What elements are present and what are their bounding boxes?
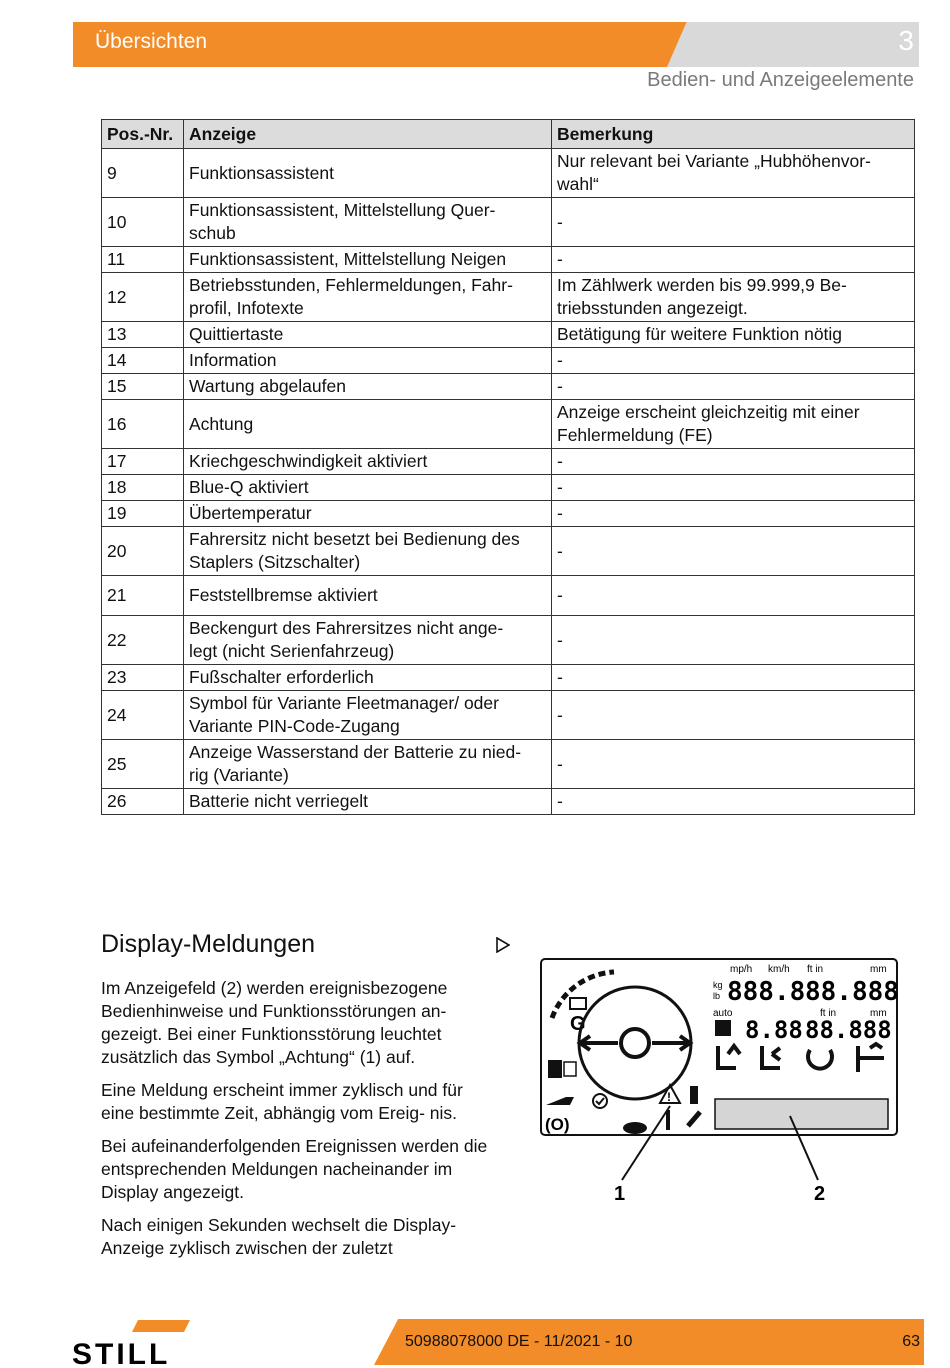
header-subtitle: Bedien- und Anzeigeelemente [647,69,914,91]
cell-bemerkung: - [552,374,915,400]
cell-bemerkung: - [552,576,915,616]
cell-pos: 21 [102,576,184,616]
col-header-pos: Pos.-Nr. [102,120,184,149]
fork-adjust-icon [858,1044,884,1072]
readout-mid-a: 8.88 [745,1016,803,1044]
cell-anzeige: Funktionsassistent, Mittelstellung Quer- schub [184,198,552,247]
cell-pos: 25 [102,740,184,789]
cell-pos: 26 [102,789,184,815]
unit-ftin: ft in [807,964,824,975]
readout-top-a: 888.8 [727,977,806,1007]
cell-pos: 9 [102,149,184,198]
table-row [102,527,915,576]
display-diagram [540,958,900,1208]
table-row [102,576,915,616]
cell-anzeige: Kriechgeschwindigkeit aktiviert [184,449,552,475]
cell-pos: 15 [102,374,184,400]
cell-bemerkung: - [552,501,915,527]
unit-mid-ftin: ft in [820,1008,837,1019]
unit-mph: mp/h [730,964,753,975]
cell-anzeige: Funktionsassistent, Mittelstellung Neigen [184,247,552,273]
section-body [101,977,493,1270]
table-row [102,273,915,322]
table-row [102,400,915,449]
header-chapter-bar [667,22,919,67]
wrench-icon [688,1112,700,1126]
table-row [102,691,915,740]
cell-anzeige: Anzeige Wasserstand der Batterie zu nied- rig (Variante) [184,740,552,789]
seat-icon [548,1060,562,1078]
cell-pos: 19 [102,501,184,527]
paragraph: Bei aufeinanderfolgenden Ereignissen werden die entsprechenden Meldungen nacheinander im Display angezeigt. [101,1136,488,1202]
cell-pos: 23 [102,665,184,691]
cell-pos: 22 [102,616,184,665]
label-auto: auto [713,1008,733,1019]
table-row [102,449,915,475]
paragraph: Im Anzeigefeld (2) werden ereignisbezogene Bedienhinweise und Funktionsstörungen an- gezeigt. Bei einer Funktionsstörung leuchtet zusätzlich das Symbol „Achtung“ (1) auf. [101,978,448,1067]
cell-bemerkung: - [552,527,915,576]
still-logo [72,1320,232,1366]
cell-bemerkung: - [552,247,915,273]
info-icon [690,1086,698,1104]
table-row [102,616,915,665]
cell-anzeige: Übertemperatur [184,501,552,527]
arrow-left-icon [580,1036,618,1050]
play-arrow-icon [496,937,510,953]
cell-pos: 20 [102,527,184,576]
header-title: Übersichten [95,30,208,53]
cell-bemerkung: - [552,348,915,374]
paragraph: Eine Meldung erscheint immer zyklisch und für eine bestimmte Zeit, abhängig vom Ereig- nis. [101,1080,463,1123]
readout-top-b: 88.888 [805,977,899,1007]
symbol-table [101,119,915,815]
battery-icon [570,998,586,1009]
table-row [102,149,915,198]
lift-icon [718,1046,740,1068]
cell-pos: 24 [102,691,184,740]
cell-anzeige: Achtung [184,400,552,449]
cell-bemerkung: - [552,665,915,691]
cell-bemerkung: - [552,789,915,815]
cell-bemerkung: - [552,449,915,475]
cell-anzeige: Blue-Q aktiviert [184,475,552,501]
cell-anzeige: Information [184,348,552,374]
hours-icon [715,1020,731,1036]
cell-anzeige: Beckengurt des Fahrersitzes nicht ange- legt (nicht Serienfahrzeug) [184,616,552,665]
turtle-icon [546,1097,574,1105]
table-row [102,322,915,348]
cell-anzeige: Fahrersitz nicht besetzt bei Bedienung des Staplers (Sitzschalter) [184,527,552,576]
cell-bemerkung: Im Zählwerk werden bis 99.999,9 Be- triebsstunden angezeigt. [552,273,915,322]
cell-pos: 13 [102,322,184,348]
cell-bemerkung: Betätigung für weitere Funktion nötig [552,322,915,348]
table-row [102,501,915,527]
cell-bemerkung: - [552,475,915,501]
cell-pos: 18 [102,475,184,501]
cell-bemerkung: Anzeige erscheint gleichzeitig mit einer Fehlermeldung (FE) [552,400,915,449]
callout-line-1 [622,1106,670,1180]
chapter-number: 3 [898,25,914,56]
cell-pos: 17 [102,449,184,475]
direction-center-icon [621,1029,649,1057]
table-row [102,247,915,273]
svg-text:STILL: STILL [72,1338,171,1366]
gear-indicator: G [570,1013,586,1035]
unit-kmh: km/h [768,964,790,975]
cell-anzeige: Fußschalter erforderlich [184,665,552,691]
callout-1: 1 [614,1183,626,1205]
check-icon [593,1094,607,1108]
sideshift-icon [762,1046,780,1068]
cell-bemerkung: - [552,616,915,665]
cell-bemerkung: - [552,691,915,740]
table-row [102,475,915,501]
table-row [102,789,915,815]
cell-bemerkung: Nur relevant bei Variante „Hubhöhenvor- wahl“ [552,149,915,198]
brake-icon: (O) [545,1115,570,1134]
table-row [102,665,915,691]
table-row [102,740,915,789]
unit-mid-mm: mm [870,1008,887,1019]
page-number: 63 [902,1333,920,1350]
readout-mid-b: 88.888 [805,1016,892,1044]
cell-pos: 12 [102,273,184,322]
message-field [715,1099,888,1129]
cell-anzeige: Funktionsassistent [184,149,552,198]
cell-pos: 14 [102,348,184,374]
unit-lb: lb [713,991,721,1001]
cell-pos: 10 [102,198,184,247]
tilt-icon [808,1050,832,1069]
cell-bemerkung: - [552,740,915,789]
col-header-anzeige: Anzeige [184,120,552,149]
cell-anzeige: Feststellbremse aktiviert [184,576,552,616]
cell-anzeige: Wartung abgelaufen [184,374,552,400]
table-row [102,198,915,247]
cell-pos: 11 [102,247,184,273]
arrow-right-icon [652,1036,690,1050]
unit-kg: kg [713,980,723,990]
col-header-bemerkung: Bemerkung [552,120,915,149]
svg-text:!: ! [667,1090,671,1104]
cell-anzeige: Batterie nicht verriegelt [184,789,552,815]
table-header-row [102,120,915,149]
cell-bemerkung: - [552,198,915,247]
table-row [102,348,915,374]
table-row [102,374,915,400]
paragraph: Nach einigen Sekunden wechselt die Display- Anzeige zyklisch zwischen der zuletzt [101,1215,457,1258]
cell-pos: 16 [102,400,184,449]
hand-icon [564,1062,576,1076]
section-title: Display-Meldungen [101,930,316,958]
blueq-icon [623,1122,647,1134]
cell-anzeige: Betriebsstunden, Fehlermeldungen, Fahr- profil, Infotexte [184,273,552,322]
cell-anzeige: Quittiertaste [184,322,552,348]
cell-anzeige: Symbol für Variante Fleetmanager/ oder Variante PIN-Code-Zugang [184,691,552,740]
callout-2: 2 [814,1183,826,1205]
footer-doc-id: 50988078000 DE - 11/2021 - 10 [405,1333,633,1350]
unit-mm: mm [870,964,887,975]
